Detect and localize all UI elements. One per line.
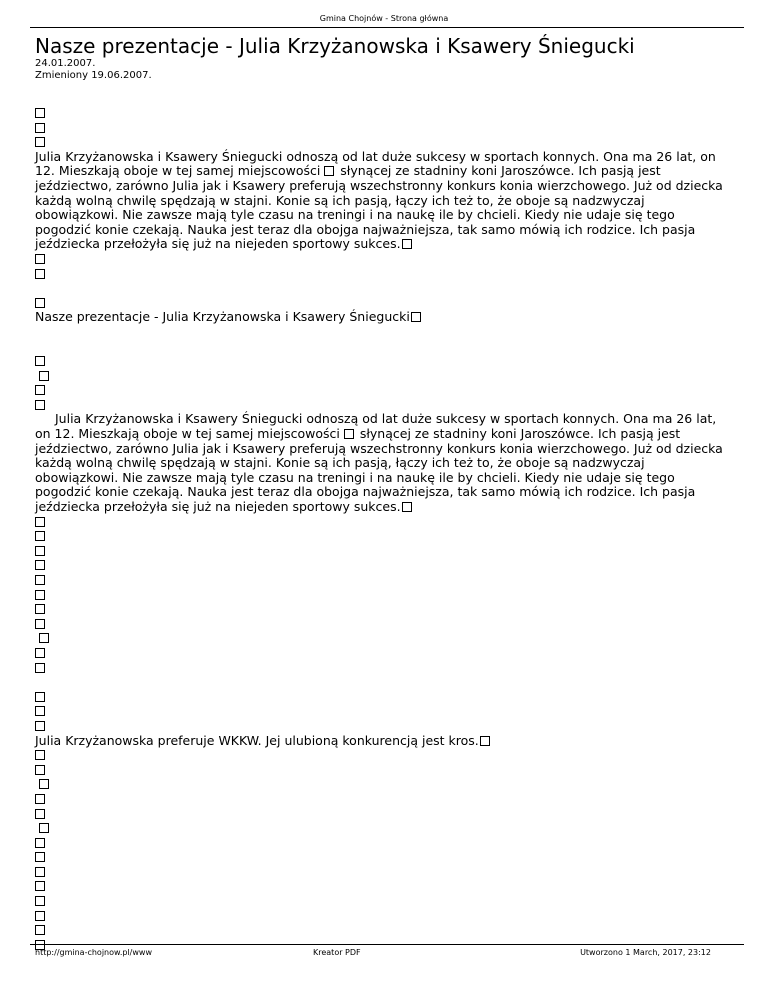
missing-glyph-box-icon [35,108,45,118]
missing-glyph-box-icon [35,896,45,906]
missing-glyph-box-icon [35,254,45,264]
paragraph-2-text-cont: słynącej ze stadniny koni Jaroszówce. Ich pasją jest jeździectwo, zarówno Julia jak i Ksawery preferują wszechstronny konkurs konia wierzchowego. Już od dziecka każdą wolną chwilę spędzają w stajni. Konie są ich pasją, łączy ich też to, że oboje są nadzwyczaj obowiązkowi. Nie zawsze mają tyle czasu na treningi i na naukę ile by chcieli. Kiedy nie udaje się tego pogodzić konie czekają. Nauka jest teraz dla obojga najważniejsza, tak samo mówią ich rodzice. Ich pasja jeździecka przełożyła się już na niejeden sportowy sukces. [35,426,723,515]
repeat-title-line [35,310,725,325]
missing-glyph-box-icon [402,502,412,512]
missing-glyph-box-icon [35,765,45,775]
site-title: Gmina Chojnów - Strona główna [319,14,449,23]
missing-glyph-box-icon [35,663,45,673]
julia-text: Julia Krzyżanowska preferuje WKKW. Jej ulubioną konkurencją jest kros. [35,732,479,748]
missing-glyph-box-icon [35,590,45,600]
paragraph-1-text-cont: słynącej ze stadniny koni Jaroszówce. Ich pasją jest jeździectwo, zarówno Julia jak i Ksawery preferują wszechstronny konkurs konia wierzchowego. Już od dziecka każdą wolną chwilę spędzają w stajni. Konie są ich pasją, łączy ich też to, że oboje są nadzwyczaj obowiązkowi. Nie zawsze mają tyle czasu na treningi i na naukę ile by chcieli. Kiedy nie udaje się tego pogodzić konie czekają. Nauka jest teraz dla obojga najważniejsza, tak samo mówią ich rodzice. Ich pasja jeździecka przełożyła się już na niejeden sportowy sukces. [35,163,723,252]
missing-glyph-box-icon [324,166,334,176]
footer-divider [30,944,744,945]
missing-glyph-box-icon [35,269,45,279]
missing-glyph-box-icon [35,356,45,366]
julia-line [35,734,725,749]
missing-glyph-box-icon [35,852,45,862]
missing-glyph-box-icon [344,429,354,439]
article-body [35,106,725,952]
missing-glyph-box-icon [35,809,45,819]
missing-glyph-box-icon [411,312,421,322]
missing-glyph-box-icon [402,239,412,249]
missing-glyph-box-icon [35,575,45,585]
missing-glyph-box-icon [39,371,49,381]
missing-glyph-box-icon [39,823,49,833]
missing-glyph-box-icon [35,604,45,614]
paragraph-1-text: Julia Krzyżanowska i Ksawery Śniegucki odnoszą od lat duże sukcesy w sportach konnych. Ona ma 26 lat, on 12. Mieszkają oboje w tej samej miejscowości [35,148,716,179]
missing-glyph-box-icon [39,779,49,789]
paragraph-2-text: Julia Krzyżanowska i Ksawery Śniegucki odnoszą od lat duże sukcesy w sportach konnych. Ona ma 26 lat, on 12. Mieszkają oboje w tej samej miejscowości [35,411,717,442]
missing-glyph-box-icon [35,298,45,308]
missing-glyph-box-icon [35,560,45,570]
paragraph-1 [35,150,725,252]
missing-glyph-box-icon [35,750,45,760]
created-date: 24.01.2007. [35,58,96,69]
missing-glyph-box-icon [35,706,45,716]
header-divider [30,27,744,28]
missing-glyph-box-icon [35,137,45,147]
missing-glyph-box-icon [39,633,49,643]
missing-glyph-box-icon [35,794,45,804]
article-title: Nasze prezentacje - Julia Krzyżanowska i Ksawery Śniegucki [35,34,635,58]
modified-date: Zmieniony 19.06.2007. [35,70,152,81]
missing-glyph-box-icon [35,867,45,877]
missing-glyph-box-icon [35,400,45,410]
missing-glyph-box-icon [35,517,45,527]
missing-glyph-box-icon [35,692,45,702]
paragraph-2 [35,412,725,514]
page-header [0,14,768,24]
missing-glyph-box-icon [35,619,45,629]
footer-generator: Kreator PDF [313,948,361,957]
missing-glyph-box-icon [35,546,45,556]
missing-glyph-box-icon [35,385,45,395]
footer-url: http://gmina-chojnow.pl/www [35,948,152,957]
missing-glyph-box-icon [35,925,45,935]
missing-glyph-box-icon [35,838,45,848]
missing-glyph-box-icon [480,736,490,746]
footer-created: Utworzono 1 March, 2017, 23:12 [580,948,711,957]
missing-glyph-box-icon [35,911,45,921]
missing-glyph-box-icon [35,648,45,658]
missing-glyph-box-icon [35,123,45,133]
repeat-title: Nasze prezentacje - Julia Krzyżanowska i Ksawery Śniegucki [35,309,410,325]
missing-glyph-box-icon [35,721,45,731]
missing-glyph-box-icon [35,881,45,891]
missing-glyph-box-icon [35,531,45,541]
article [35,34,725,952]
